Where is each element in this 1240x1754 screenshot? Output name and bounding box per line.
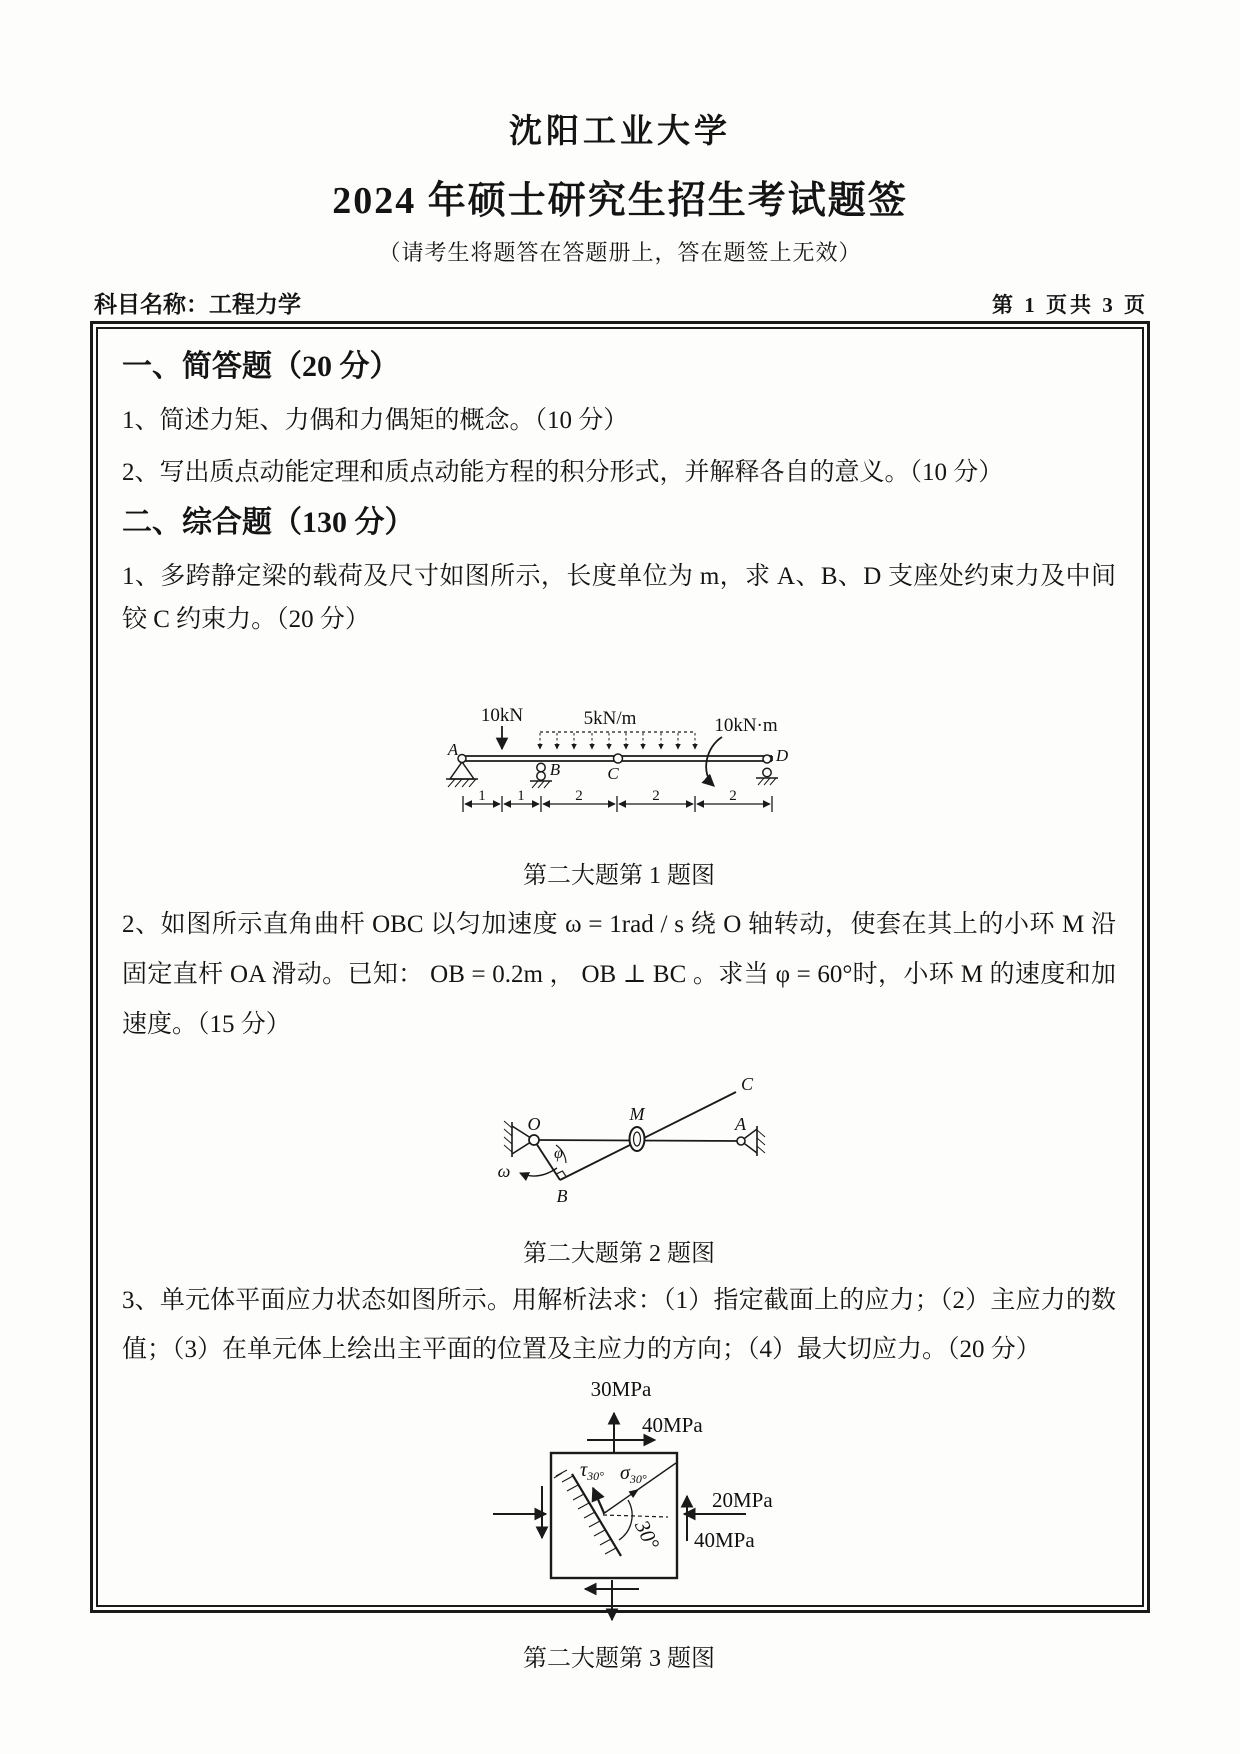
dim-3: 2 (575, 788, 583, 804)
point-m-label: M (629, 1104, 645, 1124)
figure-1-caption: 第二大题第 1 题图 (523, 863, 715, 889)
point-b-label-2: B (556, 1186, 568, 1206)
point-d-label: D (775, 746, 789, 765)
crank-figure-block (122, 1062, 1116, 1222)
question-2-3: 3、单元体平面应力状态如图所示。用解析法求：（1）指定截面上的应力；（2）主应力的数值；（3）在单元体上绘出主平面的位置及主应力的方向；（4）最大切应力。（20 分） (122, 1287, 1116, 1363)
subject-name: 科目名称：工程力学 (94, 292, 301, 317)
university-name: 沈阳工业大学 (509, 114, 731, 150)
support-b-roller (530, 763, 552, 788)
support-a-pin (446, 755, 478, 788)
angle-arc (619, 1500, 632, 1540)
tau-label: $\tau_{30^\circ}$ (580, 1459, 604, 1483)
right-shear-label: 40MPa (694, 1528, 755, 1552)
stress-element-svg (454, 1366, 784, 1632)
question-2-1: 1、多跨静定梁的载荷及尺寸如图所示，长度单位为 m，求 A、B、D 支座处约束力及中间铰 C 约束力。（20 分） (122, 563, 1116, 633)
sigma-line (603, 1463, 676, 1514)
point-c-label-2: C (741, 1074, 754, 1094)
questions-box (90, 321, 1150, 1672)
beam-figure-svg (445, 699, 793, 819)
pin-o (529, 1135, 539, 1145)
point-b-label: B (549, 760, 561, 779)
stress-element-square (551, 1453, 677, 1578)
exam-title: 2024 年硕士研究生招生考试题签 (332, 180, 908, 222)
dim-2: 1 (517, 788, 525, 804)
crank-figure-svg (454, 1062, 784, 1217)
question-1-1: 1、简述力矩、力偶和力偶矩的概念。（10 分） (122, 407, 629, 434)
beam-figure-block (122, 699, 1116, 824)
dist-load-label: 5kN/m (583, 708, 637, 729)
question-1-2: 2、写出质点动能定理和质点动能方程的积分形式，并解释各自的意义。（10 分） (122, 459, 1004, 486)
questions-box-inner (96, 327, 1144, 1672)
dim-4: 2 (652, 788, 660, 804)
section-1-title: 一、简答题（20 分） (122, 350, 400, 383)
section-2-title: 二、综合题（130 分） (122, 506, 415, 539)
force-10kn-label: 10kN (480, 705, 524, 726)
dimension-line (463, 796, 772, 812)
page-number: 第 1 页共 3 页 (992, 293, 1148, 317)
subject-row (94, 286, 1148, 319)
hinge-c (614, 754, 623, 763)
question-2-2: 2、如图所示直角曲杆 OBC 以匀加速度 ω = 1rad / s 绕 O 轴转动，使套在其上的小环 M 沿固定直杆 OA 滑动。已知： OB = 0.2m ， OB ⊥ BC 。求当 φ = 60°时，小环 M 的速度和加速度。（15 分） (122, 911, 1116, 1038)
point-c-label: C (607, 764, 619, 783)
reference-dashed-line (603, 1515, 668, 1517)
sigma-arrowhead (629, 1486, 642, 1498)
point-a-label: A (447, 740, 459, 759)
crank-bc (560, 1092, 736, 1180)
right-stress-label: 20MPa (712, 1488, 773, 1512)
point-o-label: O (527, 1114, 541, 1134)
moment-label: 10kN·m (714, 715, 778, 736)
omega-label: ω (497, 1161, 511, 1181)
tau-arrow (593, 1488, 604, 1513)
support-d-roller (756, 755, 778, 785)
stress-figure-block (122, 1366, 1116, 1637)
ring-m (630, 1127, 645, 1151)
phi-label: φ (554, 1145, 563, 1162)
dim-1: 1 (478, 788, 486, 804)
dim-5: 2 (729, 788, 737, 804)
top-stress-label: 30MPa (590, 1377, 652, 1401)
omega-arrow (520, 1168, 557, 1176)
paper-header (0, 0, 1240, 266)
point-a-label-2: A (735, 1114, 746, 1134)
exam-notice: （请考生将题答在答题册上，答在题签上无效） (378, 240, 862, 265)
distributed-load-arrows (540, 732, 695, 749)
figure-3-caption: 第二大题第 3 题图 (523, 1646, 715, 1672)
angle-label: 30° (630, 1516, 665, 1554)
top-shear-label: 40MPa (642, 1413, 703, 1437)
sigma-label: $\sigma_{30^\circ}$ (620, 1462, 647, 1486)
figure-2-caption: 第二大题第 2 题图 (523, 1241, 715, 1267)
